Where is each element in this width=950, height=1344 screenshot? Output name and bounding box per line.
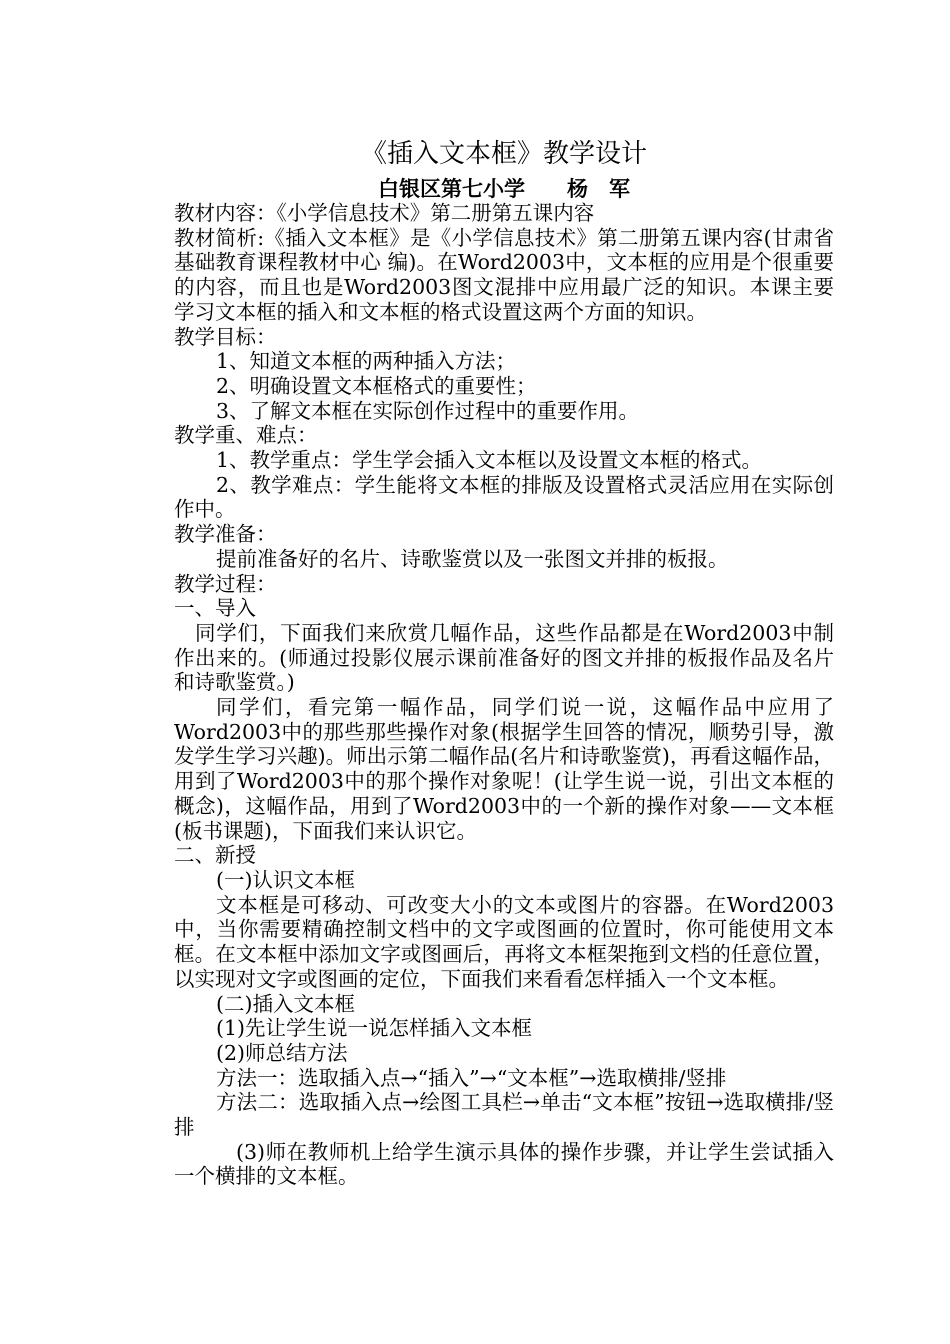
material-content: 教材内容：《小学信息技术》第二册第五课内容 bbox=[174, 201, 595, 225]
subsection2-step-3: (3)师在教师机上给学生演示具体的操作步骤，并让学生尝试插入一个横排的文本框。 bbox=[174, 1139, 834, 1189]
prep-heading: 教学准备： bbox=[174, 522, 277, 547]
document-title: 《插入文本框》教学设计 bbox=[360, 139, 647, 169]
author-line: 白银区第七小学 杨 军 bbox=[378, 177, 630, 201]
keypoint-item: 2、教学难点：学生能将文本框的排版及设置格式灵活应用在实际创作中。 bbox=[174, 472, 834, 522]
goals-heading: 教学目标： bbox=[174, 324, 277, 349]
section1-paragraph-1: 同学们，下面我们来欣赏几幅作品，这些作品都是在Word2003中制作出来的。(师通过投影仪展示课前准备好的图文并排的板报作品及名片和诗歌鉴赏。) bbox=[174, 620, 834, 695]
keypoints-heading: 教学重、难点： bbox=[174, 423, 318, 448]
document-body bbox=[174, 138, 834, 1189]
method-1: 方法一：选取插入点→“插入”→“文本框”→选取横排/竖排 bbox=[216, 1065, 727, 1090]
goal-item: 1、知道文本框的两种插入方法； bbox=[216, 349, 517, 374]
process-heading: 教学过程： bbox=[174, 571, 277, 596]
subsection2-heading: (二)插入文本框 bbox=[216, 991, 355, 1016]
subsection1-text: 文本框是可移动、可改变大小的文本或图片的容器。在Word2003中，当你需要精确控制文档中的文字或图画的位置时，你可能使用文本框。在文本框中添加文字或图画后，再将文本框架拖到文档的任意位置，以实现对文字或图画的定位，下面我们来看看怎样插入一个文本框。 bbox=[174, 892, 834, 991]
subsection2-step-2: (2)师总结方法 bbox=[216, 1040, 348, 1065]
material-analysis: 教材简析:《插入文本框》是《小学信息技术》第二册第五课内容(甘肃省基础教育课程教材中心 编)。在Word2003中，文本框的应用是个很重要的内容，而且也是Word2003图文混排中应用最广泛的知识。本课主要学习文本框的插入和文本框的格式设置这两个方面的知识。 bbox=[174, 225, 834, 324]
section2-heading: 二、新授 bbox=[174, 843, 256, 868]
goal-item: 3、了解文本框在实际创作过程中的重要作用。 bbox=[216, 398, 640, 423]
keypoint-item: 1、教学重点：学生学会插入文本框以及设置文本框的格式。 bbox=[216, 448, 763, 473]
subsection2-step-1: (1)先让学生说一说怎样插入文本框 bbox=[216, 1016, 533, 1041]
section1-paragraph-2: 同学们，看完第一幅作品，同学们说一说，这幅作品中应用了Word2003中的那些那些操作对象(根据学生回答的情况，顺势引导，激发学生学习兴趣)。师出示第二幅作品(名片和诗歌鉴赏)，再看这幅作品，用到了Word2003中的那个操作对象呢！(让学生说一说，引出文本框的概念)，这幅作品，用到了Word2003中的一个新的操作对象——文本框(板书课题)，下面我们来认识它。 bbox=[174, 695, 834, 843]
method-2: 方法二：选取插入点→绘图工具栏→单击“文本框”按钮→选取横排/竖排 bbox=[174, 1090, 834, 1140]
subsection1-heading: (一)认识文本框 bbox=[216, 867, 355, 892]
prep-text: 提前准备好的名片、诗歌鉴赏以及一张图文并排的板报。 bbox=[216, 546, 729, 571]
section1-heading: 一、导入 bbox=[174, 596, 256, 621]
goal-item: 2、明确设置文本框格式的重要性； bbox=[216, 373, 537, 398]
